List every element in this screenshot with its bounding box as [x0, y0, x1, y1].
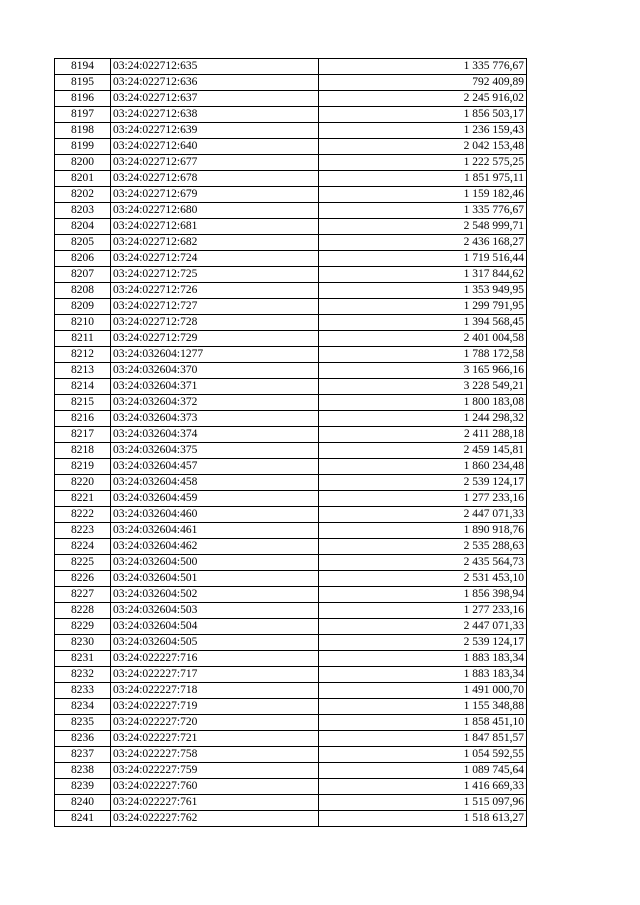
- value-cell: 1 858 451,10: [319, 715, 527, 731]
- value-cell: 1 883 183,34: [319, 651, 527, 667]
- row-number-cell: 8220: [55, 475, 111, 491]
- table-row: [55, 411, 527, 427]
- row-number-cell: 8211: [55, 331, 111, 347]
- table-row: [55, 603, 527, 619]
- table-row: [55, 763, 527, 779]
- table-row: [55, 347, 527, 363]
- value-cell: 2 042 153,48: [319, 139, 527, 155]
- cadastral-number-cell: 03:24:022227:717: [111, 667, 319, 683]
- value-cell: 2 447 071,33: [319, 619, 527, 635]
- table-row: [55, 715, 527, 731]
- cadastral-number-cell: 03:24:022712:728: [111, 315, 319, 331]
- table-row: [55, 331, 527, 347]
- row-number-cell: 8210: [55, 315, 111, 331]
- value-cell: 2 539 124,17: [319, 475, 527, 491]
- cadastral-number-cell: 03:24:032604:371: [111, 379, 319, 395]
- value-cell: 2 535 288,63: [319, 539, 527, 555]
- table-row: [55, 443, 527, 459]
- table-row: [55, 731, 527, 747]
- table-row: [55, 651, 527, 667]
- cadastral-number-cell: 03:24:022712:725: [111, 267, 319, 283]
- table-row: [55, 379, 527, 395]
- table-row: [55, 139, 527, 155]
- table-row: [55, 507, 527, 523]
- table-row: [55, 571, 527, 587]
- cadastral-number-cell: 03:24:022227:716: [111, 651, 319, 667]
- value-cell: 1 299 791,95: [319, 299, 527, 315]
- table-row: [55, 795, 527, 811]
- row-number-cell: 8229: [55, 619, 111, 635]
- value-cell: 1 244 298,32: [319, 411, 527, 427]
- cadastral-number-cell: 03:24:032604:458: [111, 475, 319, 491]
- table-row: [55, 779, 527, 795]
- row-number-cell: 8230: [55, 635, 111, 651]
- row-number-cell: 8222: [55, 507, 111, 523]
- row-number-cell: 8232: [55, 667, 111, 683]
- value-cell: 1 890 918,76: [319, 523, 527, 539]
- table-row: [55, 475, 527, 491]
- row-number-cell: 8224: [55, 539, 111, 555]
- value-cell: 1 860 234,48: [319, 459, 527, 475]
- value-cell: 1 800 183,08: [319, 395, 527, 411]
- value-cell: 2 459 145,81: [319, 443, 527, 459]
- value-cell: 1 883 183,34: [319, 667, 527, 683]
- row-number-cell: 8208: [55, 283, 111, 299]
- value-cell: 2 411 288,18: [319, 427, 527, 443]
- table-row: [55, 523, 527, 539]
- cadastral-number-cell: 03:24:032604:503: [111, 603, 319, 619]
- cadastral-number-cell: 03:24:032604:505: [111, 635, 319, 651]
- table-row: [55, 235, 527, 251]
- row-number-cell: 8215: [55, 395, 111, 411]
- cadastral-number-cell: 03:24:032604:374: [111, 427, 319, 443]
- row-number-cell: 8228: [55, 603, 111, 619]
- cadastral-number-cell: 03:24:022227:720: [111, 715, 319, 731]
- value-cell: 2 436 168,27: [319, 235, 527, 251]
- value-cell: 2 245 916,02: [319, 91, 527, 107]
- row-number-cell: 8238: [55, 763, 111, 779]
- value-cell: 1 335 776,67: [319, 203, 527, 219]
- row-number-cell: 8231: [55, 651, 111, 667]
- cadastral-number-cell: 03:24:022712:678: [111, 171, 319, 187]
- table-row: [55, 107, 527, 123]
- cadastral-number-cell: 03:24:022227:759: [111, 763, 319, 779]
- cadastral-number-cell: 03:24:022227:762: [111, 811, 319, 827]
- cadastral-number-cell: 03:24:032604:504: [111, 619, 319, 635]
- row-number-cell: 8240: [55, 795, 111, 811]
- cadastral-number-cell: 03:24:032604:462: [111, 539, 319, 555]
- value-cell: 1 317 844,62: [319, 267, 527, 283]
- value-cell: 1 515 097,96: [319, 795, 527, 811]
- value-cell: 1 155 348,88: [319, 699, 527, 715]
- table-row: [55, 283, 527, 299]
- cadastral-number-cell: 03:24:032604:373: [111, 411, 319, 427]
- cadastral-number-cell: 03:24:022227:719: [111, 699, 319, 715]
- cadastral-number-cell: 03:24:022712:637: [111, 91, 319, 107]
- table-row: [55, 363, 527, 379]
- table-row: [55, 123, 527, 139]
- cadastral-number-cell: 03:24:022712:727: [111, 299, 319, 315]
- cadastral-number-cell: 03:24:032604:459: [111, 491, 319, 507]
- cadastral-number-cell: 03:24:022712:724: [111, 251, 319, 267]
- table-row: [55, 427, 527, 443]
- value-cell: 1 518 613,27: [319, 811, 527, 827]
- value-cell: 3 165 966,16: [319, 363, 527, 379]
- table-row: [55, 187, 527, 203]
- row-number-cell: 8227: [55, 587, 111, 603]
- table-row: [55, 539, 527, 555]
- table-row: [55, 75, 527, 91]
- table-row: [55, 203, 527, 219]
- cadastral-number-cell: 03:24:022227:761: [111, 795, 319, 811]
- value-cell: 3 228 549,21: [319, 379, 527, 395]
- value-cell: 1 222 575,25: [319, 155, 527, 171]
- row-number-cell: 8223: [55, 523, 111, 539]
- table-row: [55, 219, 527, 235]
- value-cell: 1 851 975,11: [319, 171, 527, 187]
- row-number-cell: 8221: [55, 491, 111, 507]
- value-cell: 1 054 592,55: [319, 747, 527, 763]
- value-cell: 2 539 124,17: [319, 635, 527, 651]
- row-number-cell: 8204: [55, 219, 111, 235]
- row-number-cell: 8214: [55, 379, 111, 395]
- cadastral-number-cell: 03:24:022227:760: [111, 779, 319, 795]
- row-number-cell: 8202: [55, 187, 111, 203]
- cadastral-number-cell: 03:24:022712:638: [111, 107, 319, 123]
- row-number-cell: 8197: [55, 107, 111, 123]
- value-cell: 1 719 516,44: [319, 251, 527, 267]
- value-cell: 1 856 503,17: [319, 107, 527, 123]
- row-number-cell: 8217: [55, 427, 111, 443]
- table-row: [55, 267, 527, 283]
- value-cell: 2 401 004,58: [319, 331, 527, 347]
- row-number-cell: 8201: [55, 171, 111, 187]
- cadastral-number-cell: 03:24:022227:721: [111, 731, 319, 747]
- table-row: [55, 171, 527, 187]
- value-cell: 1 416 669,33: [319, 779, 527, 795]
- row-number-cell: 8195: [55, 75, 111, 91]
- cadastral-number-cell: 03:24:032604:500: [111, 555, 319, 571]
- table-row: [55, 59, 527, 75]
- cadastral-number-cell: 03:24:032604:501: [111, 571, 319, 587]
- value-cell: 1 788 172,58: [319, 347, 527, 363]
- value-cell: 792 409,89: [319, 75, 527, 91]
- cadastral-number-cell: 03:24:032604:460: [111, 507, 319, 523]
- value-cell: 1 159 182,46: [319, 187, 527, 203]
- row-number-cell: 8209: [55, 299, 111, 315]
- table-row: [55, 811, 527, 827]
- row-number-cell: 8239: [55, 779, 111, 795]
- row-number-cell: 8199: [55, 139, 111, 155]
- table-row: [55, 555, 527, 571]
- value-cell: 2 435 564,73: [319, 555, 527, 571]
- cadastral-number-cell: 03:24:032604:372: [111, 395, 319, 411]
- table-row: [55, 587, 527, 603]
- value-cell: 1 491 000,70: [319, 683, 527, 699]
- row-number-cell: 8206: [55, 251, 111, 267]
- cadastral-number-cell: 03:24:022712:729: [111, 331, 319, 347]
- row-number-cell: 8218: [55, 443, 111, 459]
- cadastral-number-cell: 03:24:022712:680: [111, 203, 319, 219]
- table-row: [55, 91, 527, 107]
- value-cell: 1 277 233,16: [319, 603, 527, 619]
- table-row: [55, 667, 527, 683]
- row-number-cell: 8235: [55, 715, 111, 731]
- value-cell: 1 277 233,16: [319, 491, 527, 507]
- value-cell: 2 447 071,33: [319, 507, 527, 523]
- table-row: [55, 315, 527, 331]
- cadastral-number-cell: 03:24:032604:457: [111, 459, 319, 475]
- row-number-cell: 8205: [55, 235, 111, 251]
- cadastral-number-cell: 03:24:022712:681: [111, 219, 319, 235]
- value-cell: 1 847 851,57: [319, 731, 527, 747]
- value-cell: 2 548 999,71: [319, 219, 527, 235]
- data-table: [54, 58, 527, 827]
- cadastral-number-cell: 03:24:022712:682: [111, 235, 319, 251]
- row-number-cell: 8213: [55, 363, 111, 379]
- cadastral-number-cell: 03:24:032604:502: [111, 587, 319, 603]
- row-number-cell: 8212: [55, 347, 111, 363]
- cadastral-number-cell: 03:24:022712:679: [111, 187, 319, 203]
- cadastral-number-cell: 03:24:022227:758: [111, 747, 319, 763]
- row-number-cell: 8237: [55, 747, 111, 763]
- cadastral-number-cell: 03:24:022712:640: [111, 139, 319, 155]
- cadastral-number-cell: 03:24:032604:370: [111, 363, 319, 379]
- cadastral-number-cell: 03:24:022712:636: [111, 75, 319, 91]
- cadastral-number-cell: 03:24:022227:718: [111, 683, 319, 699]
- row-number-cell: 8196: [55, 91, 111, 107]
- row-number-cell: 8241: [55, 811, 111, 827]
- cadastral-number-cell: 03:24:032604:1277: [111, 347, 319, 363]
- value-cell: 1 394 568,45: [319, 315, 527, 331]
- value-cell: 1 335 776,67: [319, 59, 527, 75]
- cadastral-number-cell: 03:24:022712:639: [111, 123, 319, 139]
- value-cell: 1 236 159,43: [319, 123, 527, 139]
- cadastral-number-cell: 03:24:022712:726: [111, 283, 319, 299]
- cadastral-number-cell: 03:24:032604:461: [111, 523, 319, 539]
- row-number-cell: 8234: [55, 699, 111, 715]
- row-number-cell: 8198: [55, 123, 111, 139]
- row-number-cell: 8207: [55, 267, 111, 283]
- row-number-cell: 8194: [55, 59, 111, 75]
- row-number-cell: 8225: [55, 555, 111, 571]
- table-row: [55, 635, 527, 651]
- row-number-cell: 8216: [55, 411, 111, 427]
- table-row: [55, 491, 527, 507]
- value-cell: 1 353 949,95: [319, 283, 527, 299]
- table-row: [55, 155, 527, 171]
- row-number-cell: 8236: [55, 731, 111, 747]
- value-cell: 2 531 453,10: [319, 571, 527, 587]
- row-number-cell: 8226: [55, 571, 111, 587]
- cadastral-number-cell: 03:24:022712:677: [111, 155, 319, 171]
- row-number-cell: 8219: [55, 459, 111, 475]
- cadastral-number-cell: 03:24:022712:635: [111, 59, 319, 75]
- cadastral-number-cell: 03:24:032604:375: [111, 443, 319, 459]
- row-number-cell: 8233: [55, 683, 111, 699]
- table-row: [55, 395, 527, 411]
- table-body: [55, 59, 527, 827]
- table-row: [55, 683, 527, 699]
- table-row: [55, 459, 527, 475]
- value-cell: 1 089 745,64: [319, 763, 527, 779]
- table-row: [55, 747, 527, 763]
- row-number-cell: 8200: [55, 155, 111, 171]
- table-row: [55, 251, 527, 267]
- table-row: [55, 299, 527, 315]
- row-number-cell: 8203: [55, 203, 111, 219]
- table-row: [55, 699, 527, 715]
- table-row: [55, 619, 527, 635]
- value-cell: 1 856 398,94: [319, 587, 527, 603]
